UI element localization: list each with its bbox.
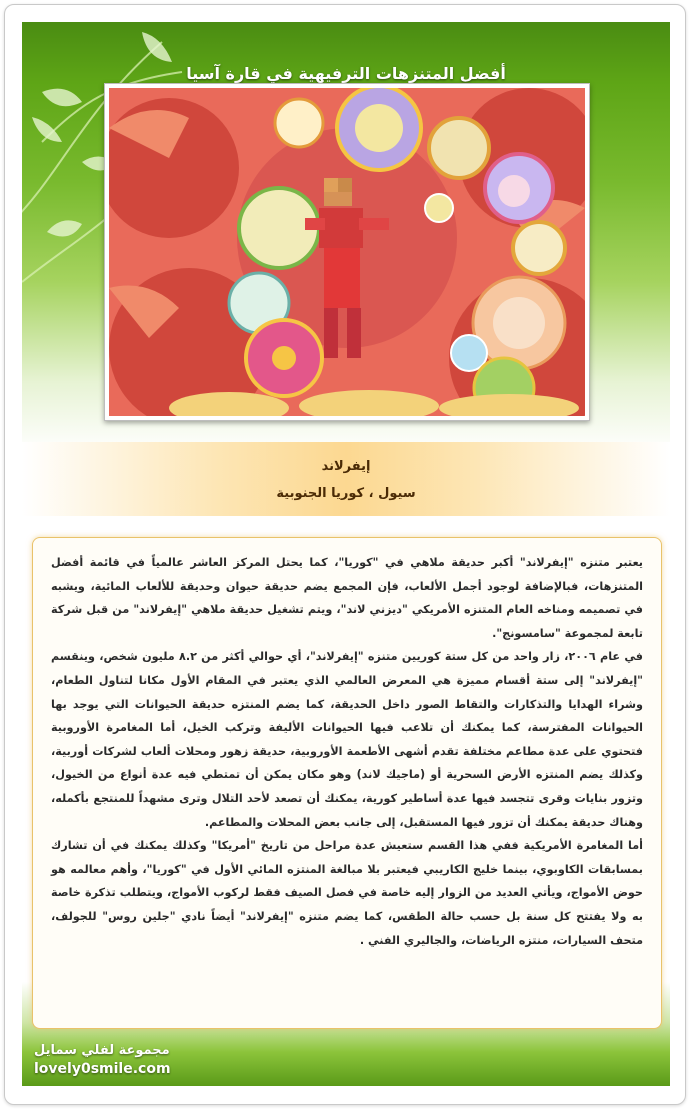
page-title: أفضل المتنزهات الترفيهية في قارة آسيا xyxy=(186,64,506,83)
park-location: سيول ، كوريا الجنوبية xyxy=(276,486,416,501)
article-body xyxy=(51,551,643,952)
park-photo xyxy=(104,83,590,421)
park-name: إيفرلاند xyxy=(321,459,371,474)
park-float-photo-icon xyxy=(109,88,585,416)
article-paragraph: في عام ٢٠٠٦، زار واحد من كل ستة كوريين متنزه "إيفرلاند"، أي حوالي أكثر من ٨.٢ مليون شخص، وينقسم "إيفرلاند" إلى ستة أقسام مميزة هي المعرض العالمي الذي يعتبر في المقام الأول مكانا لتناول الطعام، وشراء الهدايا والتذكارات والتقاط الصور داخل الحديقة، كما يضم المنتزه حديقة الحيوانات التي يوجد بها الحيوانات المفترسة، كما يمكنك أن تلاعب فيها الحيوانات الأليفة وتركب الخيل، أما المغامرة الأوروبية فتحتوي على عدة مطاعم مختلفة تقدم أشهى الأطعمة الأوروبية، حديقة زهور ومحلات ألعاب لشركات أوربية، وكذلك يضم المنتزه الأرض السحرية أو (ماجيك لاند) وهو مكان يمكن أن تمتطي فيه عدة أنواع من الخيول، وتزور بنايات وقرى تتجسد فيها عدة أساطير كورية، يمكنك أن تصعد لأحد التلال وترى مشهداً للمنتجع بأكمله، وهناك حديقة يمكنك أن تزور فيها المستقبل، إلى جانب بعض المحلات والمطاعم. xyxy=(51,650,643,829)
article-paragraph: يعتبر متنزه "إيفرلاند" أكبر حديقة ملاهي في "كوريا"، كما يحتل المركز العاشر عالمياً في قائمة أفضل المتنزهات، فبالإضافة لوجود أجمل الألعاب، فإن المجمع يضم حديقة حيوان وحديقة للألعاب المائية، ويشبه في تصميمه ومناخه العام المتنزه الأمريكي "ديزني لاند"، ويتم تشغيل حديقة ملاهي "إيفرلاند" من قبل شركة تابعة لمجموعة "سامسونج". xyxy=(51,556,643,640)
caption-band xyxy=(22,442,670,516)
footer-brand-arabic: مجموعة لفلي سمايل xyxy=(34,1043,170,1058)
article-paragraph: أما المغامرة الأمريكية ففي هذا القسم ستعيش عدة مراحل من تاريخ "أمريكا" وكذلك يمكنك في أن تشارك بمسابقات الكاوبوي، بينما خليج الكاريبي فيعتبر بلا مبالغة المنتزه المائي الأول في "كوريا"، وأهم معالمه هو حوض الأمواج، ويأتي العديد من الزوار إليه خاصة في فصل الصيف فقط لركوب الأمواج، ويتطلب تذكرة خاصة به ولا يفتتح كل سنة بل حسب حالة الطقس، كما يضم متنزه "إيفرلاند" أيضاً نادي "جلين روس" للجولف، متحف السيارات، منتزه الرياضات، والجاليري الفني . xyxy=(51,839,643,947)
footer-brand-link[interactable]: lovely0smile.com xyxy=(34,1061,171,1077)
article-box xyxy=(32,537,662,1029)
